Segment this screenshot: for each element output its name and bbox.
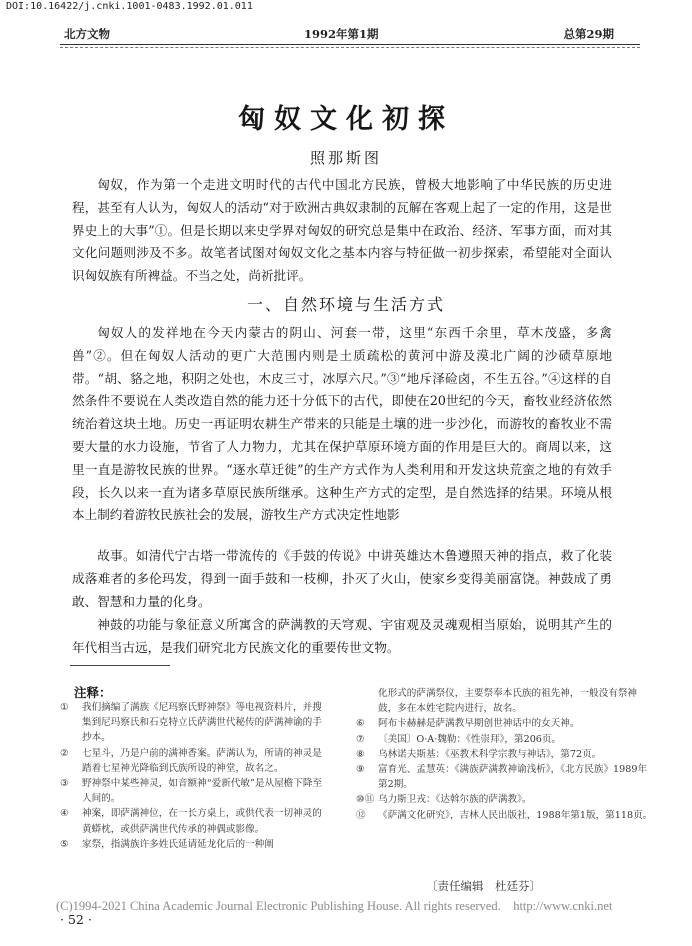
total-issue-label: 总第29期	[563, 27, 614, 41]
footnote-number: ⑧	[356, 748, 365, 760]
notes-column-left	[60, 700, 328, 852]
footnote-text: 乌林诺夫斯基：《巫教术科学宗教与神话》，第72页。	[378, 748, 602, 760]
doi-label: DOI:10.16422/j.cnki.1001-0483.1992.01.011	[6, 1, 253, 12]
issue-label: 1992年第1期	[304, 27, 379, 41]
header-rule-dashed	[60, 47, 640, 48]
footnote-text: 〔美国〕O·A·魏勒：《性崇拜》，第206页。	[378, 733, 562, 745]
footnote	[356, 747, 656, 762]
paragraph-drum-meaning: 神鼓的功能与象征意义所寓含的萨满教的天穹观、宇宙观及灵魂观相当原始，说明其产生的年代相当古远，是我们研究北方民族文化的重要传世文物。	[72, 617, 612, 655]
footnote	[356, 716, 656, 731]
footnote-text: 乌力斯卫戎：《达斡尔族的萨满教》。	[378, 794, 532, 806]
footnote	[60, 776, 328, 806]
article-author: 照那斯图	[309, 149, 382, 167]
footnote	[356, 732, 656, 747]
paragraph-environment: 匈奴人的发祥地在今天内蒙古的阴山、河套一带，这里“东西千余里，草木茂盛，多禽兽”②。但在匈奴人活动的更广大范围内则是土质疏松的黄河中游及漠北广阔的沙碛草原地带。“胡、貉之地，积阴之处也，木皮三寸，冰厚六尺。”③“地斥泽硷卤，不生五谷。”④这样的自然条件不要说在人类改造自然的能力还十分低下的古代，即使在20世纪的今天，畜牧业经济依然统治着这块土地。历史一再证明农耕生产带来的只能是土壤的进一步沙化，而游牧的畜牧业不需要大量的水力设施，节省了人力物力，尤其在保护草原环境方面的作用是巨大的。商周以来，这里一直是游牧民族的世界。“逐水草迁徙”的生产方式作为人类利用和开发这块荒蛮之地的有效手段，长久以来一直为诸多草原民族所继承。这种生产方式的定型，是自然选择的结果。环境从根本上制约着游牧民族社会的发展，游牧生产方式决定性地影	[72, 325, 612, 523]
footnote	[60, 837, 328, 852]
footnote-text: 七星斗，乃是户前的满神香案。萨满认为，所请的神灵是踏着七星神光降临到氏族所设的神堂，故名之。	[82, 747, 322, 774]
footnote-text: 我们摘编了满族《尼玛察氏野神祭》等电视资料片，并搜集到尼玛察氏和石克特立氏萨满世代秘传的萨满神谕的手抄本。	[82, 702, 322, 744]
footnote-number: ②	[60, 747, 69, 759]
footnote	[60, 806, 328, 836]
footnote	[356, 762, 656, 792]
footnote-text: 阿布卡赫赫是萨满教早期创世神话中的女天神。	[378, 718, 580, 730]
footnote	[356, 808, 656, 823]
footnote-text: 家祭，指满族许多姓氏延请延龙化后的一种阐	[82, 838, 274, 850]
paragraph-drum-story: 故事。如清代宁古塔一带流传的《手鼓的传说》中讲英雄达木鲁遵照天神的指点，救了化装成落难者的多伦玛发，得到一面手鼓和一枝柳，扑灭了火山，使家乡变得美丽富饶。神鼓成了勇敢、智慧和力量的化身。	[72, 548, 612, 609]
header-rule	[60, 44, 640, 45]
notes-column-right	[356, 686, 656, 823]
footnote-number: ①	[60, 702, 69, 713]
responsible-editor: 〔责任编辑 杜廷芬〕	[426, 879, 541, 893]
footnote	[60, 746, 328, 776]
footnote-number: ⑩⑪	[356, 794, 375, 806]
footnote	[356, 686, 656, 716]
footnote-number: ⑥	[356, 718, 365, 730]
footnote-text: 化形式的萨满祭仪，主要祭奉本氏族的祖先神，一般没有祭神鼓，多在本姓宅院内进行，故名。	[378, 688, 638, 715]
footnote	[356, 792, 656, 807]
copyright-watermark: (C)1994-2021 China Academic Journal Electronic Publishing House. All rights reserved. http://www.cnki.net	[56, 899, 613, 913]
footnote-separator	[70, 665, 170, 666]
page-number: · 52 ·	[60, 912, 92, 927]
footnote-text: 野神祭中某些神灵，如音额神“爱新代敏”是从屋檐下降至人间的。	[82, 778, 323, 805]
footnote-text: 富育光、孟慧英：《满族萨满教神谕浅析》，《北方民族》1989年第2期。	[378, 764, 648, 791]
footnote-number: ⑫	[356, 809, 366, 821]
footnote-text: 神案，即萨满神位，在一长方桌上，或供代表一切神灵的黄蟒枕，或供萨满世代传承的神偶或影像。	[82, 808, 322, 835]
section-heading: 一、自然环境与生活方式	[246, 295, 445, 314]
footnote	[60, 700, 328, 746]
footnote-text: 《萨满文化研究》，吉林人民出版社，1988年第1版，第118页。	[378, 809, 653, 821]
paragraph-intro: 匈奴，作为第一个走进文明时代的古代中国北方民族，曾极大地影响了中华民族的历史进程，甚至有人认为，匈奴人的活动“对于欧洲古典奴隶制的瓦解在客观上起了一定的作用，这是世界史上的大事”①。但是长期以来史学界对匈奴的研究总是集中在政治、经济、军事方面，而对其文化问题则涉及不多。故笔者试图对匈奴文化之基本内容与特征做一初步探索，希望能对全面认识匈奴族有所裨益。不当之处，尚祈批评。	[72, 177, 612, 284]
footnote-number: ⑦	[356, 733, 365, 745]
footnote-number: ③	[60, 778, 69, 790]
footnote-number: ④	[60, 808, 69, 820]
article-title: 匈奴文化初探	[238, 104, 454, 135]
footnote-number	[356, 686, 378, 716]
footnote-number: ⑤	[60, 838, 69, 850]
journal-name: 北方文物	[64, 27, 110, 41]
footnote-number: ⑨	[356, 764, 365, 776]
notes-title: 注释：	[74, 685, 112, 700]
